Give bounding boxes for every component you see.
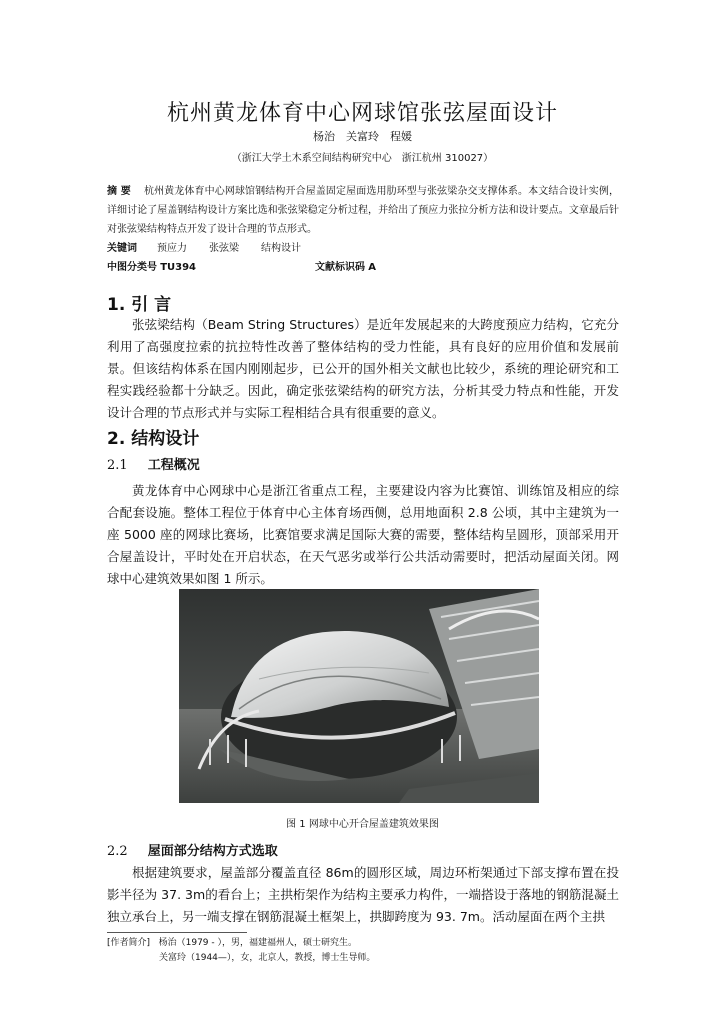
classification: [107, 258, 196, 277]
section-1-paragraph: 张弦梁结构（Beam String Structures）是近年发展起来的大跨度预应力结构，它充分利用了高强度拉索的抗拉特性改善了整体结构的受力性能，具有良好的应用价值和发展前景。但该结构体系在国内刚刚起步，已公开的国外相关文献也比较少，系统的理论研究和工程实践经验都十分缺乏。因此，确定张弦梁结构的研究方法，分析其受力特点和性能，开发设计合理的节点形式并与实际工程相结合具有很重要的意义。: [107, 317, 619, 420]
figure-caption: 图 1 网球中心开合屋盖建筑效果图: [286, 819, 439, 830]
section-number: 2.1: [107, 458, 128, 473]
section-2-2-paragraph: 根据建筑要求，屋盖部分覆盖直径 86m的圆形区域，周边环桁架通过下部支撑布置在投影半径为 37. 3m的看台上；主拱桁架作为结构主要承力构件，一端搭设于落地的钢筋混凝土独立承台上，另一端支撑在钢筋混凝土框架上，拱脚跨度为 93. 7m。活动屋面在两个主拱: [107, 865, 619, 924]
abstract-label: 摘 要: [107, 186, 131, 197]
section-2-2-heading: [107, 840, 278, 859]
stadium-rendering-figure: [179, 589, 539, 803]
section-2-1-title: 工程概况: [147, 458, 200, 473]
footnote-label: [作者简介]: [107, 938, 151, 948]
doc-code: [315, 258, 376, 277]
footnote-line-1: [107, 936, 375, 951]
doc-code-label: 文献标识码: [315, 262, 365, 273]
footnote-divider: [107, 932, 247, 933]
footnote-line-2: [107, 951, 375, 966]
keywords-label: 关键词: [107, 243, 137, 254]
section-2-1-paragraph: 黄龙体育中心网球中心是浙江省重点工程，主要建设内容为比赛馆、训练馆及相应的综合配套设施。整体工程位于体育中心主体育场西侧，总用地面积 2.8 公顷，其中主建筑为一座 5000 座的网球比赛场，比赛馆要求满足国际大赛的需要，整体结构呈圆形，顶部采用开合屋盖设计，平时处在开启状态，在天气恶劣或举行公共活动需要时，把活动屋面关闭。网球中心建筑效果如图 1 所示。: [107, 483, 619, 586]
doc-code-value: A: [368, 262, 376, 273]
keyword-item: 张弦梁: [209, 243, 239, 254]
section-1-heading: 1. 引 言: [107, 295, 172, 315]
footnote-author-2: 关富玲（1944—），女，北京人，教授，博士生导师。: [159, 953, 376, 963]
section-number: 2.2: [107, 844, 128, 859]
paper-title: 杭州黄龙体育中心网球馆张弦屋面设计: [166, 101, 558, 126]
authors: 杨治 关富玲 程媛: [313, 130, 412, 143]
footnote-author-1: 杨治（1979 - ），男，福建福州人，硕士研究生。: [158, 938, 357, 948]
keyword-item: 预应力: [157, 243, 187, 254]
keywords: [107, 239, 301, 258]
footnote: [107, 936, 375, 966]
classification-value: TU394: [160, 262, 197, 273]
classification-label: 中图分类号: [107, 262, 157, 273]
affiliation: （浙江大学土木系空间结构研究中心 浙江杭州 310027）: [231, 153, 494, 164]
abstract: [107, 182, 619, 239]
section-2-1-heading: [107, 454, 200, 473]
abstract-text: 杭州黄龙体育中心网球馆钢结构开合屋盖固定屋面选用肋环型与张弦梁杂交支撑体系。本文结合设计实例，详细讨论了屋盖钢结构设计方案比选和张弦梁稳定分析过程，并给出了预应力张拉分析方法和设计要点。文章最后针对张弦梁结构特点开发了设计合理的节点形式。: [107, 186, 619, 235]
keyword-item: 结构设计: [261, 243, 301, 254]
stadium-rendering-image: [179, 589, 539, 803]
section-2-2-title: 屋面部分结构方式选取: [147, 844, 278, 859]
section-2-heading: 2. 结构设计: [107, 429, 200, 449]
